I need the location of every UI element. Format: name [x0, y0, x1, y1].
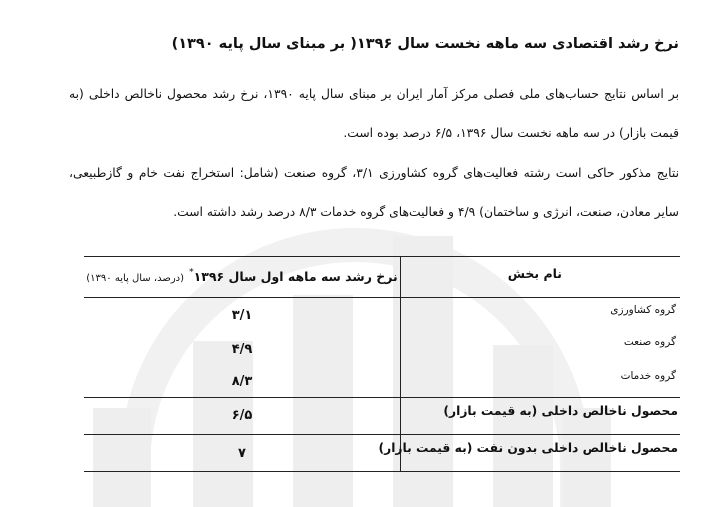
row-value-services: ۸/۳: [231, 374, 253, 389]
paragraph-gdp-growth: بر اساس نتایج حساب‌های ملی فصلی مرکز آمار ایران بر مبنای سال پایه ۱۳۹۰، نرخ رشد محصول ناخالص داخلی (به قیمت بازار) در سه ماهه نخست سال ۱۳۹۶، ۶/۵ درصد بوده است.: [69, 87, 679, 140]
row-label-industry: گروه صنعت: [623, 336, 676, 348]
row-label-gdp: محصول ناخالص داخلی (به قیمت بازار): [443, 404, 678, 418]
table-column-divider: [400, 256, 401, 472]
row-label-services: گروه خدمات: [620, 370, 676, 382]
table-header-border: [84, 297, 680, 298]
table-row-divider: [84, 397, 680, 398]
row-value-gdp: ۶/۵: [231, 408, 253, 423]
paragraph-sector-growth: نتایج مذکور حاکی است رشته فعالیت‌های گروه کشاورزی ۳/۱، گروه صنعت (شامل: استخراج نفت خام و گازطبیعی، سایر معادن، صنعت، انرژی و ساختمان) ۴/۹ و فعالیت‌های گروه خدمات ۸/۳ درصد رشد داشته است.: [69, 166, 679, 219]
row-value-non-oil-gdp: ۷: [238, 446, 246, 461]
column-header-sector: نام بخش: [507, 266, 562, 281]
footnote-mark: *: [189, 267, 194, 278]
growth-rate-label: نرخ رشد سه ماهه اول سال ۱۳۹۶: [193, 269, 398, 284]
row-value-industry: ۴/۹: [231, 342, 253, 357]
row-label-non-oil-gdp: محصول ناخالص داخلی بدون نفت (به قیمت بازار): [378, 441, 678, 455]
table-top-border: [84, 256, 680, 257]
column-header-growth-rate: [84, 266, 400, 285]
page-title: نرخ رشد اقتصادی سه ماهه نخست سال ۱۳۹۶( بر مبنای سال پایه ۱۳۹۰): [171, 36, 679, 52]
growth-table: [84, 256, 680, 472]
growth-rate-unit-note: (درصد، سال پایه ۱۳۹۰): [86, 273, 185, 284]
row-label-agriculture: گروه کشاورزی: [610, 304, 676, 316]
table-row-divider: [84, 434, 680, 435]
row-value-agriculture: ۳/۱: [231, 308, 253, 323]
table-bottom-border: [84, 471, 680, 472]
